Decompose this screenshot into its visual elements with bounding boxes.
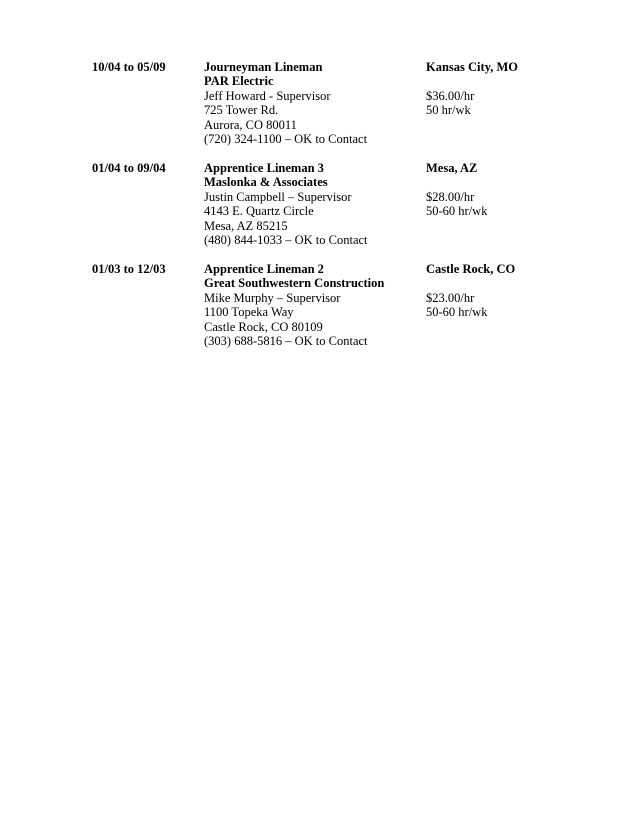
work-hours: 50-60 hr/wk [426, 204, 488, 219]
job-title: Apprentice Lineman 3 [204, 161, 324, 175]
pay-rate: $28.00/hr [426, 189, 475, 204]
supervisor: Jeff Howard - Supervisor [204, 88, 331, 103]
phone-contact: (303) 688-5816 – OK to Contact [204, 333, 368, 348]
company-name: Maslonka & Associates [204, 175, 328, 190]
job-location-pay [426, 60, 518, 118]
address-line-1: 4143 E. Quartz Circle [204, 204, 314, 219]
pay-rate: $36.00/hr [426, 88, 475, 103]
job-details [204, 161, 368, 247]
employment-dates: 01/04 to 09/04 [92, 161, 166, 175]
work-hours: 50-60 hr/wk [426, 305, 488, 320]
supervisor: Mike Murphy – Supervisor [204, 290, 341, 305]
employment-dates: 10/04 to 05/09 [92, 60, 166, 74]
company-name: PAR Electric [204, 74, 274, 89]
job-title: Apprentice Lineman 2 [204, 262, 324, 276]
pay-rate: $23.00/hr [426, 290, 475, 305]
job-details [204, 262, 384, 348]
company-name: Great Southwestern Construction [204, 276, 385, 291]
job-details [204, 60, 367, 146]
job-location: Kansas City, MO [426, 60, 519, 74]
job-location-pay [426, 161, 487, 219]
job-title: Journeyman Lineman [204, 60, 323, 74]
address-line-2: Castle Rock, CO 80109 [204, 319, 323, 334]
address-line-1: 725 Tower Rd. [204, 103, 279, 118]
job-location: Castle Rock, CO [426, 262, 516, 276]
job-location-pay [426, 262, 515, 320]
address-line-1: 1100 Topeka Way [204, 305, 294, 320]
job-location: Mesa, AZ [426, 161, 478, 175]
address-line-2: Aurora, CO 80011 [204, 117, 297, 132]
phone-contact: (720) 324-1100 – OK to Contact [204, 131, 368, 146]
employment-dates: 01/03 to 12/03 [92, 262, 166, 276]
supervisor: Justin Campbell – Supervisor [204, 189, 352, 204]
address-line-2: Mesa, AZ 85215 [204, 218, 288, 233]
phone-contact: (480) 844-1033 – OK to Contact [204, 232, 368, 247]
work-hours: 50 hr/wk [426, 103, 471, 118]
